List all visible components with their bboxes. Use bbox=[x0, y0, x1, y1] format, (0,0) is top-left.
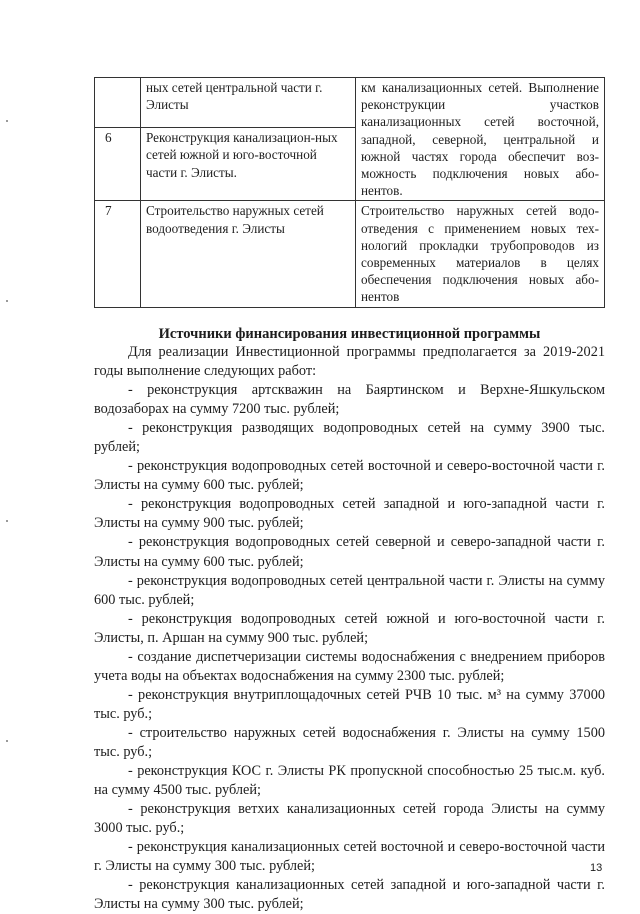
scan-mark bbox=[6, 120, 8, 122]
list-item: - реконструкция канализационных сетей восточной и северо-восточной части г. Элисты на сумму 300 тыс. рублей; bbox=[94, 839, 605, 875]
table-row bbox=[95, 201, 605, 307]
list-item: - реконструкция водопроводных сетей северной и северо-западной части г. Элисты на сумму 600 тыс. рублей; bbox=[94, 534, 605, 570]
row-description: км канализационных сетей. Выполнение реконструкции участков канализационных сетей восточной, западной, северной, центральной и южной частях города обеспечит воз-можность подключения новых або-нентов. bbox=[356, 78, 605, 201]
list-item: - реконструкция водопроводных сетей южной и юго-восточной части г. Элисты, п. Аршан на сумму 900 тыс. рублей; bbox=[94, 610, 605, 646]
page-number: 13 bbox=[590, 862, 603, 874]
row-name: ных сетей центральной части г. Элисты bbox=[141, 78, 356, 128]
list-item: - создание диспетчеризации системы водоснабжения с внедрением приборов учета воды на объектах водоснабжения на сумму 2300 тыс. рублей; bbox=[94, 648, 605, 684]
row-number: 7 bbox=[95, 201, 141, 307]
list-item: - строительство наружных сетей водоснабжения г. Элисты на сумму 1500 тыс. руб.; bbox=[94, 724, 605, 760]
list-item: - реконструкция канализационных сетей западной и юго-западной части г. Элисты на сумму 300 тыс. рублей; bbox=[94, 877, 605, 913]
scan-mark bbox=[6, 300, 8, 302]
row-name: Строительство наружных сетей водоотведения г. Элисты bbox=[141, 201, 356, 307]
list-item: - реконструкция артскважин на Баяртинском и Верхне-Яшкульском водозаборах на сумму 7200 тыс. рублей; bbox=[94, 382, 605, 418]
row-number: 6 bbox=[95, 128, 141, 201]
row-name: Реконструкция канализацион-ных сетей южной и юго-восточной части г. Элисты. bbox=[141, 128, 356, 201]
section-heading: Источники финансирования инвестиционной программы bbox=[158, 326, 541, 342]
list-item: - реконструкция водопроводных сетей центральной части г. Элисты на сумму 600 тыс. рублей; bbox=[94, 572, 605, 608]
row-description: Строительство наружных сетей водо-отведения с применением новых тех-нологий прокладки трубопроводов из современных материалов в целях обеспечения подключения новых або-нентов bbox=[356, 201, 605, 307]
scan-mark bbox=[6, 740, 8, 742]
list-item: - реконструкция водопроводных сетей восточной и северо-восточной части г. Элисты на сумму 600 тыс. рублей; bbox=[94, 458, 605, 494]
works-table bbox=[94, 77, 605, 308]
list-item: - реконструкция внутриплощадочных сетей РЧВ 10 тыс. м³ на сумму 37000 тыс. руб.; bbox=[94, 686, 605, 722]
section-body bbox=[94, 343, 605, 914]
list-item: - реконструкция ветхих канализационных сетей города Элисты на сумму 3000 тыс. руб.; bbox=[94, 801, 605, 837]
table-row bbox=[95, 78, 605, 128]
list-item: - реконструкция водопроводных сетей западной и юго-западной части г. Элисты на сумму 900 тыс. рублей; bbox=[94, 496, 605, 532]
scan-mark bbox=[6, 520, 8, 522]
list-item: - реконструкция разводящих водопроводных сетей на сумму 3900 тыс. рублей; bbox=[94, 420, 605, 456]
intro-paragraph: Для реализации Инвестиционной программы предполагается за 2019-2021 годы выполнение следующих работ: bbox=[94, 344, 605, 380]
row-number bbox=[95, 78, 141, 128]
list-item: - реконструкция КОС г. Элисты РК пропускной способностью 25 тыс.м. куб. на сумму 4500 тыс. рублей; bbox=[94, 763, 605, 799]
